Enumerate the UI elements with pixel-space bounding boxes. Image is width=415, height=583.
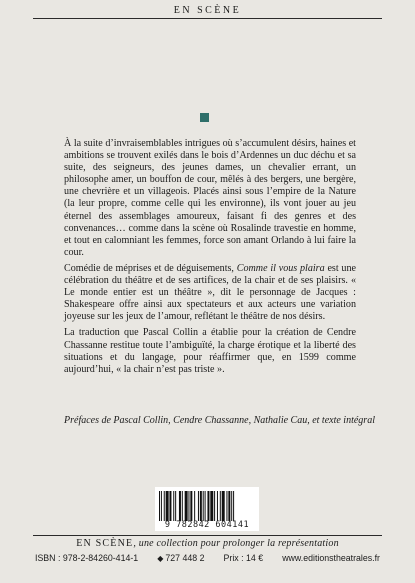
barcode-bar xyxy=(182,491,183,521)
barcode-bar xyxy=(231,491,232,521)
barcode-bar xyxy=(179,491,181,521)
accent-square xyxy=(200,113,209,122)
paragraph-comedy: Comédie de méprises et de déguisements, Comme il vous plaira est une célébration du théâtre et de ses artifices, de la chair et de ses plaisirs. « Le monde entier est un théâtre », dit le personnage de Jacques : Shakespeare offre ainsi aux spectateurs et aux acteurs une variation joyeuse sur les jeux de l’amour, reflétant le théâtre de nos désirs. xyxy=(64,262,356,323)
barcode-bar xyxy=(190,491,192,521)
barcode-bar xyxy=(161,491,162,521)
barcode-bar xyxy=(194,491,195,521)
publication-info xyxy=(33,553,382,563)
barcode-bar xyxy=(205,491,206,521)
barcode-bar xyxy=(175,491,176,521)
collection-name: EN SCÈNE xyxy=(76,538,134,549)
barcode-bar xyxy=(222,491,225,521)
diamond-icon: ◆ xyxy=(157,554,164,563)
website-link[interactable]: www.editionstheatrales.fr xyxy=(282,553,380,563)
barcode-bar xyxy=(164,491,165,521)
barcode-bar xyxy=(185,491,188,521)
isbn: ISBN : 978-2-84260-414-1 xyxy=(35,553,139,563)
barcode xyxy=(155,487,259,531)
barcode-bar xyxy=(220,491,221,521)
price: Prix : 14 € xyxy=(223,553,264,563)
barcode-bar xyxy=(228,491,230,521)
bottom-rule xyxy=(33,535,382,536)
paragraph-translation: La traduction que Pascal Collin a établie pour la création de Cendre Chassanne restitue toute l’ambiguïté, la charge érotique et la liberté des situations et du langage, pour réaffirmer que, en 1599 comme aujourd’hui, « la chair n’est pas triste ». xyxy=(64,327,356,375)
distribution-code: ◆ 727 448 2 xyxy=(157,553,205,563)
barcode-bar xyxy=(233,491,234,521)
collection-tagline xyxy=(33,538,382,549)
top-rule xyxy=(33,18,382,19)
barcode-bar xyxy=(173,491,174,521)
collection-description: , une collection pour prolonger la représentation xyxy=(133,538,339,549)
barcode-bar xyxy=(166,491,169,521)
play-title: Comme il vous plaira xyxy=(236,262,325,274)
barcode-bar xyxy=(210,491,213,521)
series-title: EN SCÈNE xyxy=(168,5,248,16)
barcode-bars xyxy=(159,491,255,521)
series-header xyxy=(0,5,415,16)
barcode-bar xyxy=(207,491,209,521)
barcode-bar xyxy=(226,491,227,521)
paragraph-synopsis: À la suite d’invraisemblables intrigues où s’accumulent désirs, haines et ambitions se trouvent exilés dans le bois d’Ardennes un duc déchu et sa suite, des seigneurs, des jeunes dames, un chevalier errant, un philosophe amer, un bouffon de cour, mêlés à des bergers, une bergère, une chevrière et un villageois. Placés ainsi sous l’empire de la Nature (la leur propre, comme celle qui les environne), ils vont jouer au jeu éternel des assemblages amoureux, faisant fi des genres et des convenances… comme dans la scène où Rosalinde travestie en homme, et tout en calomniant les femmes, force son amant Orlando à lui faire la cour. xyxy=(64,138,356,258)
barcode-bar xyxy=(169,491,171,521)
barcode-bar xyxy=(214,491,215,521)
barcode-number: 9 782842 604141 xyxy=(164,520,250,530)
barcode-bar xyxy=(200,491,202,521)
barcode-bar xyxy=(188,491,189,521)
prefaces-credits: Préfaces de Pascal Collin, Cendre Chassanne, Nathalie Cau, et texte intégral xyxy=(64,415,375,426)
barcode-bar xyxy=(217,491,218,521)
barcode-bar xyxy=(203,491,204,521)
barcode-bar xyxy=(198,491,199,521)
back-cover-text xyxy=(64,138,356,380)
barcode-bar xyxy=(159,491,160,521)
